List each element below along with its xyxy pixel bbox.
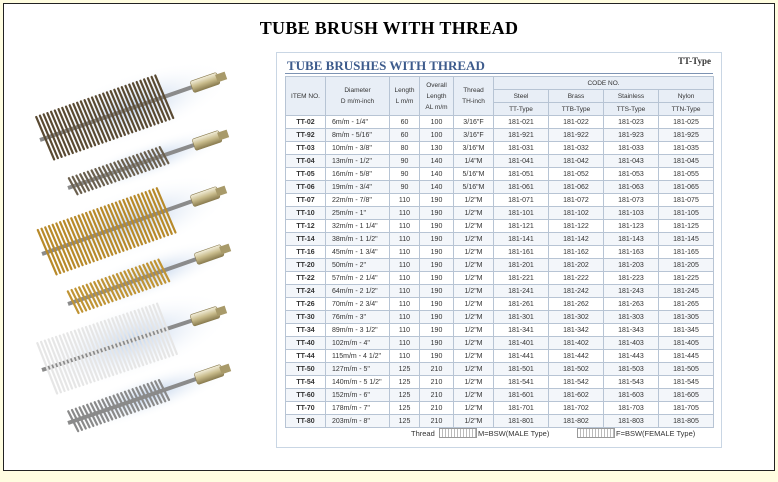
cell-overall-length: 190 — [420, 350, 454, 363]
cell-item-no: TT-34 — [286, 324, 326, 337]
spec-table — [285, 76, 714, 428]
cell-stainless-code: 181-053 — [604, 168, 659, 181]
cell-nylon-code: 181-445 — [659, 350, 714, 363]
cell-overall-length: 210 — [420, 402, 454, 415]
cell-nylon-code: 181-145 — [659, 233, 714, 246]
cell-brass-code: 181-022 — [549, 116, 604, 129]
cell-steel-code: 181-071 — [494, 194, 549, 207]
cell-item-no: TT-54 — [286, 376, 326, 389]
cell-nylon-code: 181-205 — [659, 259, 714, 272]
table-row — [286, 298, 714, 311]
cell-nylon-code: 181-225 — [659, 272, 714, 285]
cell-length: 110 — [390, 246, 420, 259]
cell-overall-length: 190 — [420, 233, 454, 246]
table-row — [286, 233, 714, 246]
cell-overall-length: 210 — [420, 376, 454, 389]
header-steel: Steel — [494, 90, 549, 103]
cell-length: 125 — [390, 376, 420, 389]
cell-length: 90 — [390, 168, 420, 181]
cell-brass-code: 181-102 — [549, 207, 604, 220]
cell-overall-length: 190 — [420, 207, 454, 220]
cell-nylon-code: 181-105 — [659, 207, 714, 220]
table-row — [286, 207, 714, 220]
cell-overall-length: 190 — [420, 337, 454, 350]
header-thread — [454, 77, 494, 116]
cell-steel-code: 181-921 — [494, 129, 549, 142]
table-row — [286, 324, 714, 337]
cell-nylon-code: 181-305 — [659, 311, 714, 324]
table-row — [286, 168, 714, 181]
cell-stainless-code: 181-263 — [604, 298, 659, 311]
cell-stainless-code: 181-023 — [604, 116, 659, 129]
cell-item-no: TT-80 — [286, 415, 326, 428]
cell-nylon-code: 181-065 — [659, 181, 714, 194]
cell-nylon-code: 181-405 — [659, 337, 714, 350]
cell-thread: 1/2"M — [454, 233, 494, 246]
cell-steel-code: 181-061 — [494, 181, 549, 194]
cell-brass-code: 181-502 — [549, 363, 604, 376]
table-row — [286, 337, 714, 350]
cell-overall-length: 190 — [420, 259, 454, 272]
cell-length: 90 — [390, 181, 420, 194]
table-row — [286, 129, 714, 142]
cell-length: 110 — [390, 272, 420, 285]
cell-diameter: 178m/m - 7" — [326, 402, 390, 415]
cell-brass-code: 181-262 — [549, 298, 604, 311]
table-row — [286, 285, 714, 298]
cell-steel-code: 181-051 — [494, 168, 549, 181]
table-row — [286, 389, 714, 402]
header-overall-label2: Length — [426, 92, 447, 100]
cell-length: 125 — [390, 363, 420, 376]
cell-diameter: 38m/m - 1 1/2" — [326, 233, 390, 246]
cell-item-no: TT-12 — [286, 220, 326, 233]
table-row — [286, 376, 714, 389]
table-row — [286, 350, 714, 363]
cell-brass-code: 181-442 — [549, 350, 604, 363]
cell-diameter: 115m/m - 4 1/2" — [326, 350, 390, 363]
cell-overall-length: 190 — [420, 324, 454, 337]
table-row — [286, 246, 714, 259]
cell-overall-length: 210 — [420, 415, 454, 428]
sheet-type-label: TT-Type — [677, 56, 711, 66]
cell-brass-code: 181-242 — [549, 285, 604, 298]
cell-nylon-code: 181-345 — [659, 324, 714, 337]
cell-diameter: 76m/m - 3" — [326, 311, 390, 324]
cell-diameter: 45m/m - 1 3/4" — [326, 246, 390, 259]
cell-diameter: 8m/m - 5/16" — [326, 129, 390, 142]
cell-steel-code: 181-541 — [494, 376, 549, 389]
cell-item-no: TT-50 — [286, 363, 326, 376]
cell-length: 110 — [390, 220, 420, 233]
cell-stainless-code: 181-923 — [604, 129, 659, 142]
cell-nylon-code: 181-035 — [659, 142, 714, 155]
cell-nylon-code: 181-545 — [659, 376, 714, 389]
cell-thread: 1/2"M — [454, 337, 494, 350]
cell-length: 110 — [390, 285, 420, 298]
cell-diameter: 64m/m - 2 1/2" — [326, 285, 390, 298]
cell-item-no: TT-92 — [286, 129, 326, 142]
cell-stainless-code: 181-073 — [604, 194, 659, 207]
cell-stainless-code: 181-223 — [604, 272, 659, 285]
cell-overall-length: 100 — [420, 116, 454, 129]
cell-thread: 3/16"F — [454, 129, 494, 142]
title-rule — [285, 73, 713, 74]
cell-item-no: TT-20 — [286, 259, 326, 272]
cell-brass-code: 181-222 — [549, 272, 604, 285]
cell-brass-code: 181-922 — [549, 129, 604, 142]
cell-item-no: TT-07 — [286, 194, 326, 207]
cell-thread: 1/2"M — [454, 324, 494, 337]
cell-length: 110 — [390, 233, 420, 246]
page-title: TUBE BRUSH WITH THREAD — [259, 18, 519, 38]
cell-overall-length: 190 — [420, 246, 454, 259]
cell-nylon-code: 181-265 — [659, 298, 714, 311]
cell-thread: 1/2"M — [454, 350, 494, 363]
cell-thread: 1/2"M — [454, 207, 494, 220]
cell-steel-code: 181-501 — [494, 363, 549, 376]
cell-brass-code: 181-542 — [549, 376, 604, 389]
header-length — [390, 77, 420, 116]
cell-thread: 5/16"M — [454, 181, 494, 194]
cell-stainless-code: 181-063 — [604, 181, 659, 194]
table-row — [286, 363, 714, 376]
cell-steel-code: 181-441 — [494, 350, 549, 363]
cell-item-no: TT-60 — [286, 389, 326, 402]
table-row — [286, 142, 714, 155]
cell-thread: 1/2"M — [454, 220, 494, 233]
cell-thread: 5/16"M — [454, 168, 494, 181]
cell-nylon-code: 181-075 — [659, 194, 714, 207]
cell-steel-code: 181-801 — [494, 415, 549, 428]
cell-item-no: TT-24 — [286, 285, 326, 298]
cell-stainless-code: 181-403 — [604, 337, 659, 350]
product-photo — [28, 48, 258, 443]
header-stainless: Stainless — [604, 90, 659, 103]
header-code-no: CODE NO. — [494, 77, 714, 90]
cell-length: 125 — [390, 402, 420, 415]
cell-overall-length: 190 — [420, 220, 454, 233]
cell-nylon-code: 181-165 — [659, 246, 714, 259]
cell-brass-code: 181-072 — [549, 194, 604, 207]
cell-thread: 1/4"M — [454, 155, 494, 168]
cell-stainless-code: 181-703 — [604, 402, 659, 415]
cell-item-no: TT-10 — [286, 207, 326, 220]
header-overall-length — [420, 77, 454, 116]
cell-item-no: TT-44 — [286, 350, 326, 363]
cell-brass-code: 181-142 — [549, 233, 604, 246]
header-nylon-type: TTN-Type — [659, 103, 714, 116]
cell-item-no: TT-40 — [286, 337, 326, 350]
cell-nylon-code: 181-025 — [659, 116, 714, 129]
cell-steel-code: 181-241 — [494, 285, 549, 298]
cell-brass-code: 181-062 — [549, 181, 604, 194]
spec-sheet — [276, 52, 722, 448]
cell-diameter: 50m/m - 2" — [326, 259, 390, 272]
cell-thread: 1/2"M — [454, 389, 494, 402]
cell-item-no: TT-16 — [286, 246, 326, 259]
cell-stainless-code: 181-163 — [604, 246, 659, 259]
cell-overall-length: 130 — [420, 142, 454, 155]
cell-length: 80 — [390, 142, 420, 155]
header-item-no: ITEM NO. — [286, 77, 326, 116]
table-row — [286, 194, 714, 207]
cell-length: 110 — [390, 194, 420, 207]
cell-nylon-code: 181-045 — [659, 155, 714, 168]
cell-diameter: 10m/m - 3/8" — [326, 142, 390, 155]
cell-nylon-code: 181-245 — [659, 285, 714, 298]
cell-overall-length: 190 — [420, 194, 454, 207]
cell-diameter: 57m/m - 2 1/4" — [326, 272, 390, 285]
header-thread-label: Thread — [463, 87, 484, 94]
cell-item-no: TT-26 — [286, 298, 326, 311]
cell-steel-code: 181-161 — [494, 246, 549, 259]
cell-diameter: 203m/m - 8" — [326, 415, 390, 428]
cell-stainless-code: 181-603 — [604, 389, 659, 402]
cell-diameter: 89m/m - 3 1/2" — [326, 324, 390, 337]
cell-overall-length: 100 — [420, 129, 454, 142]
cell-nylon-code: 181-505 — [659, 363, 714, 376]
cell-brass-code: 181-402 — [549, 337, 604, 350]
cell-thread: 1/2"M — [454, 246, 494, 259]
cell-diameter: 19m/m - 3/4" — [326, 181, 390, 194]
cell-item-no: TT-14 — [286, 233, 326, 246]
cell-thread: 1/2"M — [454, 376, 494, 389]
cell-steel-code: 181-121 — [494, 220, 549, 233]
cell-item-no: TT-02 — [286, 116, 326, 129]
cell-length: 110 — [390, 337, 420, 350]
cell-length: 110 — [390, 324, 420, 337]
cell-steel-code: 181-041 — [494, 155, 549, 168]
cell-diameter: 13m/m - 1/2" — [326, 155, 390, 168]
legend-female: F=BSW(FEMALE Type) — [616, 429, 696, 438]
cell-item-no: TT-03 — [286, 142, 326, 155]
cell-length: 125 — [390, 389, 420, 402]
cell-steel-code: 181-101 — [494, 207, 549, 220]
cell-nylon-code: 181-605 — [659, 389, 714, 402]
cell-brass-code: 181-052 — [549, 168, 604, 181]
header-nylon: Nylon — [659, 90, 714, 103]
cell-thread: 1/2"M — [454, 415, 494, 428]
cell-steel-code: 181-221 — [494, 272, 549, 285]
header-diameter-unit: D m/m-inch — [340, 98, 375, 105]
cell-brass-code: 181-032 — [549, 142, 604, 155]
table-row — [286, 311, 714, 324]
brush-illustration — [28, 48, 258, 443]
cell-thread: 1/2"M — [454, 311, 494, 324]
cell-item-no: TT-04 — [286, 155, 326, 168]
cell-stainless-code: 181-503 — [604, 363, 659, 376]
header-diameter-label: Diameter — [344, 87, 371, 94]
cell-diameter: 6m/m - 1/4" — [326, 116, 390, 129]
header-length-unit: L m/m — [395, 98, 414, 105]
cell-item-no: TT-70 — [286, 402, 326, 415]
cell-brass-code: 181-122 — [549, 220, 604, 233]
cell-overall-length: 190 — [420, 285, 454, 298]
cell-thread: 1/2"M — [454, 272, 494, 285]
legend-thread-label: Thread — [411, 429, 435, 438]
cell-length: 110 — [390, 350, 420, 363]
cell-diameter: 102m/m - 4" — [326, 337, 390, 350]
cell-steel-code: 181-401 — [494, 337, 549, 350]
cell-steel-code: 181-201 — [494, 259, 549, 272]
cell-stainless-code: 181-343 — [604, 324, 659, 337]
cell-stainless-code: 181-303 — [604, 311, 659, 324]
sheet-title: TUBE BRUSHES WITH THREAD — [287, 58, 485, 73]
cell-stainless-code: 181-443 — [604, 350, 659, 363]
cell-overall-length: 140 — [420, 181, 454, 194]
cell-steel-code: 181-701 — [494, 402, 549, 415]
cell-overall-length: 140 — [420, 168, 454, 181]
cell-item-no: TT-30 — [286, 311, 326, 324]
table-row — [286, 116, 714, 129]
cell-overall-length: 190 — [420, 272, 454, 285]
table-row — [286, 272, 714, 285]
cell-stainless-code: 181-103 — [604, 207, 659, 220]
cell-diameter: 16m/m - 5/8" — [326, 168, 390, 181]
cell-nylon-code: 181-055 — [659, 168, 714, 181]
cell-stainless-code: 181-203 — [604, 259, 659, 272]
cell-length: 90 — [390, 155, 420, 168]
cell-thread: 1/2"M — [454, 363, 494, 376]
cell-length: 110 — [390, 298, 420, 311]
cell-diameter: 25m/m - 1" — [326, 207, 390, 220]
cell-thread: 1/2"M — [454, 259, 494, 272]
cell-length: 60 — [390, 116, 420, 129]
cell-item-no: TT-22 — [286, 272, 326, 285]
cell-steel-code: 181-141 — [494, 233, 549, 246]
cell-thread: 1/2"M — [454, 285, 494, 298]
cell-brass-code: 181-202 — [549, 259, 604, 272]
cell-overall-length: 190 — [420, 298, 454, 311]
cell-overall-length: 210 — [420, 389, 454, 402]
female-thread-swatch — [577, 428, 615, 438]
cell-stainless-code: 181-243 — [604, 285, 659, 298]
thread-legend — [285, 422, 713, 442]
cell-length: 125 — [390, 415, 420, 428]
cell-steel-code: 181-341 — [494, 324, 549, 337]
cell-brass-code: 181-042 — [549, 155, 604, 168]
cell-thread: 3/16"M — [454, 142, 494, 155]
header-brass-type: TTB-Type — [549, 103, 604, 116]
cell-overall-length: 140 — [420, 155, 454, 168]
cell-length: 110 — [390, 207, 420, 220]
header-brass: Brass — [549, 90, 604, 103]
cell-brass-code: 181-302 — [549, 311, 604, 324]
cell-steel-code: 181-021 — [494, 116, 549, 129]
cell-stainless-code: 181-143 — [604, 233, 659, 246]
header-steel-type: TT-Type — [494, 103, 549, 116]
cell-steel-code: 181-031 — [494, 142, 549, 155]
cell-stainless-code: 181-543 — [604, 376, 659, 389]
header-diameter — [326, 77, 390, 116]
table-row — [286, 181, 714, 194]
cell-thread: 1/2"M — [454, 298, 494, 311]
header-thread-unit: TH-inch — [462, 98, 485, 105]
cell-brass-code: 181-602 — [549, 389, 604, 402]
cell-diameter: 127m/m - 5" — [326, 363, 390, 376]
cell-overall-length: 210 — [420, 363, 454, 376]
cell-diameter: 32m/m - 1 1/4" — [326, 220, 390, 233]
cell-stainless-code: 181-043 — [604, 155, 659, 168]
cell-steel-code: 181-261 — [494, 298, 549, 311]
header-overall-unit: AL m/m — [425, 103, 448, 111]
table-row — [286, 259, 714, 272]
cell-diameter: 22m/m - 7/8" — [326, 194, 390, 207]
cell-brass-code: 181-802 — [549, 415, 604, 428]
cell-length: 110 — [390, 311, 420, 324]
cell-stainless-code: 181-803 — [604, 415, 659, 428]
cell-diameter: 152m/m - 6" — [326, 389, 390, 402]
cell-steel-code: 181-601 — [494, 389, 549, 402]
cell-thread: 1/2"M — [454, 194, 494, 207]
cell-length: 110 — [390, 259, 420, 272]
male-thread-swatch — [439, 428, 477, 438]
cell-brass-code: 181-702 — [549, 402, 604, 415]
spec-table-body — [286, 116, 714, 428]
cell-nylon-code: 181-125 — [659, 220, 714, 233]
cell-brass-code: 181-162 — [549, 246, 604, 259]
table-row — [286, 155, 714, 168]
cell-diameter: 70m/m - 2 3/4" — [326, 298, 390, 311]
cell-nylon-code: 181-805 — [659, 415, 714, 428]
cell-stainless-code: 181-033 — [604, 142, 659, 155]
cell-overall-length: 190 — [420, 311, 454, 324]
cell-item-no: TT-05 — [286, 168, 326, 181]
table-row — [286, 220, 714, 233]
cell-steel-code: 181-301 — [494, 311, 549, 324]
cell-length: 60 — [390, 129, 420, 142]
legend-male: M=BSW(MALE Type) — [478, 429, 550, 438]
header-stainless-type: TTS-Type — [604, 103, 659, 116]
header-length-label: Length — [394, 87, 415, 94]
cell-thread: 1/2"M — [454, 402, 494, 415]
table-row — [286, 402, 714, 415]
cell-nylon-code: 181-705 — [659, 402, 714, 415]
cell-nylon-code: 181-925 — [659, 129, 714, 142]
cell-item-no: TT-06 — [286, 181, 326, 194]
cell-stainless-code: 181-123 — [604, 220, 659, 233]
cell-thread: 3/16"F — [454, 116, 494, 129]
cell-diameter: 140m/m - 5 1/2" — [326, 376, 390, 389]
cell-brass-code: 181-342 — [549, 324, 604, 337]
header-overall-label: Overall — [426, 81, 447, 89]
